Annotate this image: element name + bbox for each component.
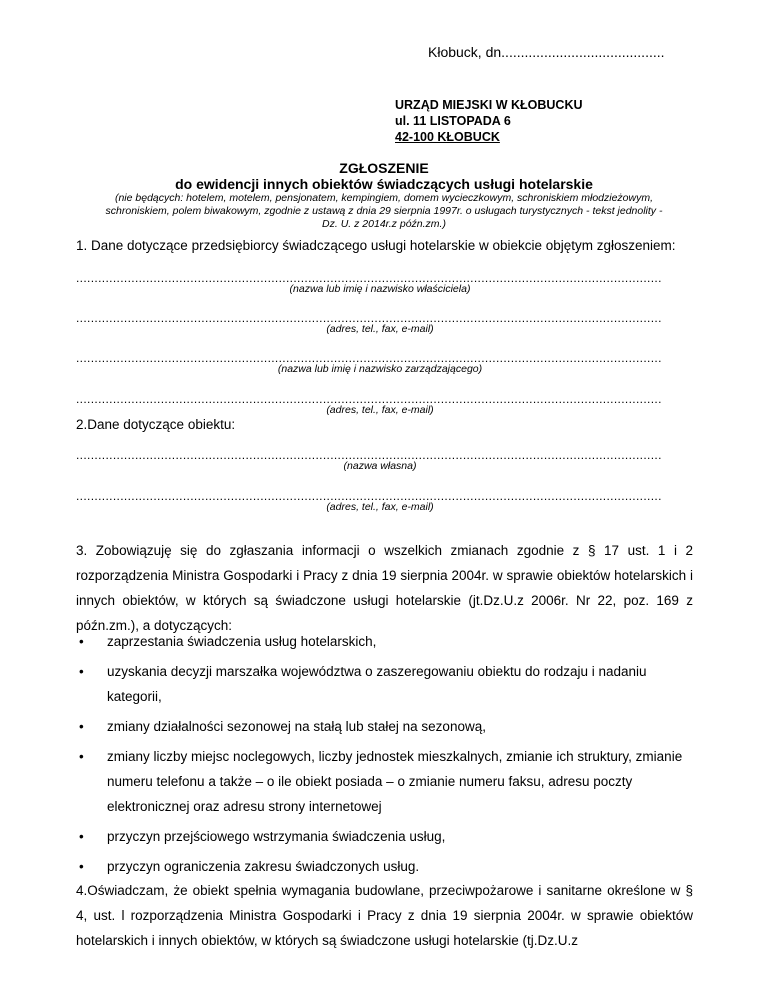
place-date-field: Kłobuck, dn.......................................... [428,44,665,60]
obligations-list [76,629,693,884]
bullet-icon: • [79,634,84,649]
list-item: • zmiany działalności sezonowej na stałą lub stałej na sezonową, [76,714,693,739]
title-main: ZGŁOSZENIE [339,160,429,176]
list-item: • uzyskania decyzji marszałka województwa o zaszeregowaniu obiektu do rodzaju i nadaniu kategorii, [76,659,693,709]
note-line-1: (nie będących: hotelem, motelem, pensjonatem, kempingiem, domem wycieczkowym, schroniskiem młodzieżowym, [114,192,654,204]
title-note [58,192,710,231]
owner-address-input[interactable]: ............................................................................................................................................................... [76,312,662,324]
manager-address-caption: (adres, tel., fax, e-mail) [326,404,434,416]
title-sub: do ewidencji innych obiektów świadczących usługi hotelarskie [175,176,593,192]
list-item: • przyczyn przejściowego wstrzymania świadczenia usług, [76,824,693,849]
owner-name-input[interactable]: ............................................................................................................................................................... [76,272,662,284]
bullet-icon: • [79,664,84,679]
section-3-text: 3. Zobowiązuję się do zgłaszania informacji o wszelkich zmianach zgodnie z § 17 ust. 1 i 2 rozporządzenia Ministra Gospodarki i Pracy z dnia 19 sierpnia 2004r. w sprawie obiektów hotelarskich i innych obiektów, w których są świadczone usługi hotelarskie (jt.Dz.U.z 2006r. Nr 22, poz. 169 z późn.zm.), a dotyczących: [76,543,693,633]
section-4-text: 4.Oświadczam, że obiekt spełnia wymagania budowlane, przeciwpożarowe i sanitarne określone w § 4, ust. l rozporządzenia Ministra Gospodarki i Pracy z dnia 19 sierpnia 2004r. w sprawie obiektów hotelarskich i innych obiektów, w których są świadczone usługi hotelarskie (tj.Dz.U.z [76,883,693,948]
list-item: • zmiany liczby miejsc noclegowych, liczby jednostek mieszkalnych, zmianie ich struktury, zmianie numeru telefonu a także – o ile obiekt posiada – o zmianie numeru faksu, adresu poczty elektronicznej oraz adresu strony internetowej [76,744,693,819]
bullet-icon: • [79,859,84,874]
addressee-postal: 42-100 KŁOBUCK [395,130,500,144]
note-line-3: Dz. U. z 2014r.z późn.zm.) [322,218,446,230]
manager-name-input[interactable]: ............................................................................................................................................................... [76,352,662,364]
list-item: • zaprzestania świadczenia usług hotelarskich, [76,629,693,654]
owner-address-caption: (adres, tel., fax, e-mail) [326,323,434,335]
bullet-icon: • [79,829,84,844]
manager-name-caption: (nazwa lub imię i nazwisko zarządzającego) [277,363,483,375]
bullet-icon: • [79,719,84,734]
addressee-street: ul. 11 LISTOPADA 6 [395,114,511,128]
object-address-caption: (adres, tel., fax, e-mail) [326,501,434,513]
object-name-input[interactable]: ............................................................................................................................................................... [76,449,662,461]
section-1-heading: 1. Dane dotyczące przedsiębiorcy świadczącego usługi hotelarskie w obiekcie objętym zgłoszeniem: [76,238,676,253]
bullet-icon: • [79,749,84,764]
addressee-block [395,97,583,145]
owner-name-caption: (nazwa lub imię i nazwisko właściciela) [289,283,471,295]
document-title [0,160,768,192]
object-address-input[interactable]: ............................................................................................................................................................... [76,490,662,502]
note-line-2: schroniskiem, polem biwakowym, zgodnie z ustawą z dnia 29 sierpnia 1997r. o usługach turystycznych - tekst jednolity - [105,205,663,217]
section-2-heading: 2.Dane dotyczące obiektu: [76,417,236,432]
manager-address-input[interactable]: ............................................................................................................................................................... [76,393,662,405]
addressee-office: URZĄD MIEJSKI W KŁOBUCKU [395,98,583,112]
object-name-caption: (nazwa własna) [343,460,417,472]
list-item: • przyczyn ograniczenia zakresu świadczonych usług. [76,854,693,879]
